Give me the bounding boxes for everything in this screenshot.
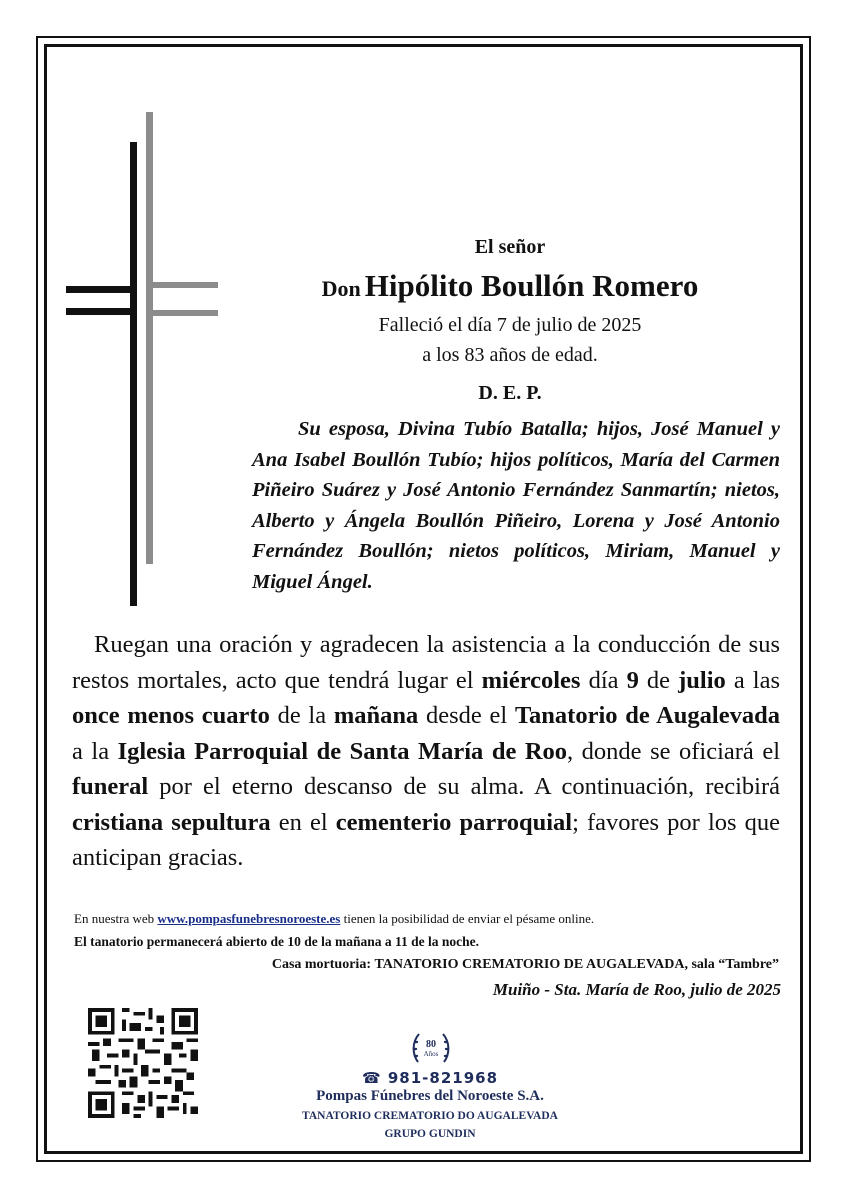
hours-text: tanatorio permanecerá abierto de 10 de la mañana a 11 de la noche.	[90, 934, 479, 949]
anniversary-badge-icon	[410, 1028, 452, 1068]
phone-number[interactable]: 981-821968	[387, 1069, 499, 1087]
company-name: Pompas Fúnebres del Noroeste S.A.	[316, 1088, 544, 1104]
website-link[interactable]: www.pompasfunebresnoroeste.es	[157, 911, 341, 926]
title-prefix: El señor	[474, 236, 546, 258]
ceremony-text: día	[588, 666, 619, 694]
funeral-home-value: TANATORIO CREMATORIO DE AUGALEVADA, sala “Tambre”	[374, 957, 779, 972]
qr-code[interactable]	[88, 1008, 198, 1118]
ceremony-text: , donde se oficiará el	[567, 737, 780, 765]
crematorium-name: TANATORIO CREMATORIO DO AUGALEVADA	[302, 1110, 558, 1122]
ceremony-morning: mañana	[333, 702, 419, 729]
ceremony-to-place: Iglesia Parroquial de Santa María de Roo	[117, 737, 568, 765]
rip-initials: D. E. P.	[478, 382, 542, 404]
ceremony-paragraph	[72, 627, 780, 876]
deceased-name-line	[250, 268, 770, 304]
cross-icon	[66, 112, 218, 612]
ceremony-cemetery: cementerio parroquial	[335, 808, 573, 836]
ceremony-text: por el eterno descanso de su alma. A continuación, recibirá	[159, 773, 781, 800]
death-date: Falleció el día 7 de julio de 2025	[378, 314, 642, 336]
ceremony-text: ; favores por los que anticipan gracias.	[72, 808, 781, 871]
ceremony-text: a las	[733, 666, 781, 694]
deceased-name: Hipólito Boullón Romero	[364, 268, 699, 303]
hours-label: El	[74, 934, 87, 949]
place-date: Muiño - Sta. María de Roo, julio de 2025	[492, 980, 781, 999]
ceremony-day: miércoles	[481, 666, 581, 694]
ceremony-funeral: funeral	[72, 773, 149, 800]
funeral-home-label: Casa mortuoria:	[271, 957, 371, 972]
ceremony-text: desde el	[426, 702, 508, 729]
web-condolence-line	[74, 911, 594, 927]
ceremony-text: de la	[277, 702, 327, 729]
ceremony-date: 9	[626, 666, 639, 694]
badge-text: Años	[423, 1050, 439, 1058]
badge-number: 80	[426, 1039, 436, 1050]
ceremony-month: julio	[678, 666, 726, 694]
ceremony-from-place: Tanatorio de Augalevada	[514, 702, 780, 729]
ceremony-burial: cristiana sepultura	[72, 808, 271, 836]
funeral-home-line	[272, 957, 779, 973]
age-at-death: a los 83 años de edad.	[422, 344, 598, 366]
ceremony-text: a la	[72, 737, 110, 765]
group-name: GRUPO GUNDIN	[384, 1128, 476, 1140]
ceremony-text: Ruegan una oración y agradecen la asistencia a la conducción de sus restos mortales, acto que tendrá lugar el	[72, 631, 780, 694]
ceremony-text: de	[646, 666, 671, 694]
phone-icon: ☎	[361, 1069, 382, 1087]
phone-line	[300, 1069, 560, 1087]
opening-hours-line	[74, 934, 479, 950]
family-list: Su esposa, Divina Tubío Batalla; hijos, José Manuel y Ana Isabel Boullón Tubío; hijos políticos, María del Carmen Piñeiro Suárez y José Antonio Fernández Sanmartín; nietos, Alberto y Ángela Boullón Piñeiro, Lorena y José Antonio Fernández Boullón; nietos políticos, Miriam, Manuel y Miguel Ángel.	[252, 418, 780, 593]
web-suffix: tienen la posibilidad de enviar el pésame online.	[343, 911, 595, 926]
ceremony-time: once menos cuarto	[72, 702, 270, 729]
honorific: Don	[321, 276, 361, 301]
web-prefix: En nuestra web	[74, 911, 155, 926]
ceremony-text: en el	[278, 808, 328, 836]
